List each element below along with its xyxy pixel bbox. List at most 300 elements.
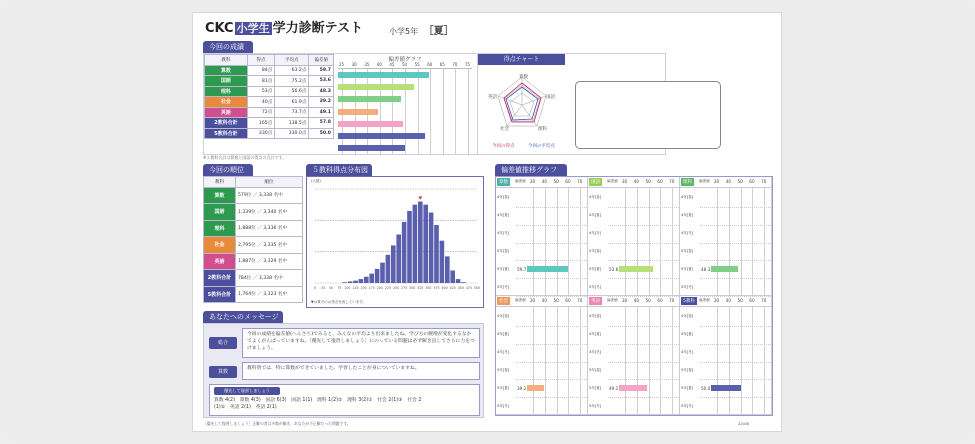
message-general-text: 今回の成績を偏差値(へんさち)でみると、みんなの平均より出来ましたね。学び方の腕増が変化するなかでよくがんばっていますね。［優先して復習しましょう］にのっている問題は必ず解き直してさらに力をつけましょう。: [242, 328, 480, 358]
distribution-chart: [307, 183, 483, 291]
distribution-tick-label: 475: [465, 286, 472, 290]
rank-subject: 社会: [204, 237, 236, 254]
distribution-y-label: (人数): [311, 179, 321, 183]
trend-row-divider: [516, 278, 587, 279]
section-header-trend: 偏差値推移グラフ: [495, 164, 567, 176]
distribution-bar: [342, 282, 347, 283]
score-value: 40点: [247, 97, 275, 108]
trend-row-divider: [608, 397, 679, 398]
distribution-tick-label: 450: [457, 286, 464, 290]
trend-row-divider: [608, 344, 679, 345]
trend-row-label: 4年[冬]: [589, 231, 602, 236]
distribution-bar: [375, 269, 380, 283]
trend-panel-header: [496, 177, 587, 188]
deviation-tick-label: 30: [351, 62, 357, 67]
trend-row-divider: [608, 243, 679, 244]
trend-row-divider: [700, 225, 771, 226]
distribution-tick-label: 175: [368, 286, 375, 290]
rank-value: 2,795位 ／ 3,335 名中: [236, 237, 303, 254]
trend-value: 50.0: [701, 385, 711, 391]
distribution-panel: [306, 176, 484, 308]
trend-panel-header: [588, 177, 679, 188]
trend-tick-label: 70: [761, 298, 767, 303]
score-chart: [477, 54, 565, 154]
trend-row-label: 5年[春]: [497, 367, 510, 372]
deviation-bar: [338, 109, 378, 115]
trend-row-label: 4年[春]: [589, 314, 602, 319]
score-table-header: [205, 55, 334, 66]
score-row: [205, 128, 334, 139]
trend-row-divider: [608, 225, 679, 226]
rank-table-header: [204, 177, 303, 188]
trend-row-divider: [608, 379, 679, 380]
distribution-bar: [434, 225, 439, 283]
trend-tick-label: 50: [737, 298, 743, 303]
deviation-bar: [338, 72, 429, 78]
score-average: 73.7点: [275, 107, 309, 118]
distribution-bar: [386, 255, 391, 283]
trend-panel-subject: [680, 296, 772, 415]
trend-row-label: 5年[冬]: [589, 403, 602, 408]
col-deviation: 偏差値: [309, 55, 334, 66]
rank-row: [204, 187, 303, 204]
rank-value: 1,764位 ／ 3,323 名中: [236, 286, 303, 303]
report-sheet: [192, 12, 782, 432]
trend-row-divider: [700, 260, 771, 261]
trend-row-label: 5年[夏]: [681, 266, 694, 271]
score-value: 165点: [247, 118, 275, 129]
score-table: [204, 54, 334, 139]
trend-tick-label: 60: [565, 179, 571, 184]
trend-row-divider: [516, 260, 587, 261]
trend-row-label: 4年[夏]: [497, 213, 510, 218]
trend-row-label: 4年[春]: [589, 195, 602, 200]
distribution-bar: [359, 279, 364, 283]
deviation-bars: [338, 68, 472, 154]
trend-row-label: 5年[夏]: [497, 266, 510, 271]
deviation-bar: [338, 145, 405, 151]
radar-axis-english: 英語: [488, 95, 497, 100]
trend-tick-label: 50: [553, 298, 559, 303]
deviation-graph-title: 偏差値グラフ: [388, 57, 422, 63]
score-average: 330.0点: [275, 128, 309, 139]
score-deviation: 57.8: [309, 118, 334, 129]
deviation-bar: [338, 84, 414, 90]
distribution-bar: [461, 282, 466, 283]
trend-panel-header: [680, 296, 771, 307]
trend-col-label: 偏差値: [607, 179, 618, 183]
trend-row-divider: [516, 415, 587, 416]
trend-row-divider: [700, 362, 771, 363]
score-value: 72点: [247, 107, 275, 118]
trend-subject-tag: 社会: [499, 299, 508, 304]
trend-tick-label: 40: [725, 298, 732, 303]
rank-value: 1,887位 ／ 3,329 名中: [236, 253, 303, 270]
trend-grid: [496, 177, 772, 415]
deviation-tick-label: 40: [376, 62, 382, 67]
score-value: 84点: [247, 65, 275, 76]
deviation-tick-label: 55: [414, 62, 420, 67]
trend-row-divider: [516, 362, 587, 363]
trend-tick-label: 30: [529, 298, 536, 303]
distribution-bar: [391, 245, 396, 283]
distribution-bar: [364, 277, 369, 283]
score-deviation: 49.1: [309, 107, 334, 118]
distribution-tick-label: 250: [392, 286, 400, 290]
trend-panel-subject: [680, 177, 772, 296]
review-box: [209, 384, 480, 416]
trend-tick-label: 70: [761, 179, 767, 184]
distribution-note: ▼は貴方のお得点を表しています。: [311, 300, 366, 304]
score-average: 56.6点: [275, 86, 309, 97]
trend-row-label: 4年[夏]: [589, 213, 602, 218]
distribution-tick-label: 75: [337, 286, 342, 290]
distribution-tick-label: 275: [401, 286, 408, 290]
col-score: 得点: [247, 55, 275, 66]
trend-row-label: 5年[夏]: [497, 385, 510, 390]
section-header-distribution: ５教科得点分布図: [306, 164, 372, 176]
trend-row-divider: [700, 207, 771, 208]
trend-bar: [619, 385, 647, 391]
grade-label: 小学5年: [389, 27, 419, 36]
deviation-gridline: [380, 69, 381, 154]
distribution-bar: [369, 274, 374, 283]
trend-tick-label: 60: [657, 298, 663, 303]
trend-value: 49.1: [609, 385, 619, 391]
trend-col-label: 偏差値: [515, 298, 526, 302]
trend-row-divider: [700, 379, 771, 380]
score-subject: 理科: [205, 86, 248, 97]
trend-value: 39.2: [517, 385, 527, 391]
trend-row-divider: [700, 278, 771, 279]
message-subject-text: 教科別では、特に算数ができていました。学習したことが身についていますね。: [242, 362, 480, 380]
distribution-tick-label: 300: [409, 286, 416, 290]
trend-value: 59.7: [517, 266, 527, 272]
trend-tick-label: 60: [657, 179, 663, 184]
distribution-tick-label: 375: [433, 286, 440, 290]
score-average: 63.2点: [275, 65, 309, 76]
distribution-marker: [418, 197, 422, 200]
trend-row-label: 4年[冬]: [681, 231, 694, 236]
trend-panel-header: [680, 177, 771, 188]
trend-panel-subject: [496, 296, 588, 415]
score-deviation: 59.7: [309, 65, 334, 76]
col-average: 平均点: [275, 55, 309, 66]
trend-row-label: 5年[夏]: [589, 266, 602, 271]
review-line-1: 算数 4(2) 算数 4(3) 国語 6(3) 国語 1(1) 理科 1(2)② 理科 3(2)① 社会 2(1)③ 社会 2: [214, 398, 422, 403]
trend-row-label: 5年[春]: [681, 248, 694, 253]
radar-axis-japanese: 国語: [546, 95, 555, 100]
trend-row-label: 5年[春]: [589, 248, 602, 253]
radar-axis-science: 理科: [538, 127, 547, 132]
trend-bar: [619, 266, 653, 272]
deviation-bar: [338, 121, 403, 127]
trend-row-label: 5年[春]: [589, 367, 602, 372]
trend-col-label: 偏差値: [515, 179, 526, 183]
trend-subject-tag: 算数: [499, 180, 508, 185]
deviation-gridline: [430, 69, 431, 154]
deviation-gridline: [392, 69, 393, 154]
trend-tick-label: 70: [669, 179, 675, 184]
trend-row-label: 4年[春]: [497, 195, 510, 200]
rank-row: [204, 270, 303, 287]
distribution-bar: [353, 281, 358, 283]
radar-legend-average: 今回の平均点: [528, 144, 555, 149]
footer-code: 22/08: [738, 421, 749, 426]
distribution-bar: [450, 270, 455, 283]
distribution-tick-label: 325: [417, 286, 424, 290]
distribution-bar: [456, 279, 461, 283]
trend-row-divider: [608, 260, 679, 261]
grade-season: [389, 22, 454, 37]
section-header-rank: 今回の順位: [203, 164, 253, 176]
trend-tick-label: 70: [669, 298, 675, 303]
score-chart-title: 得点チャート: [478, 54, 565, 65]
trend-row-divider: [516, 344, 587, 345]
trend-row-label: 4年[夏]: [681, 332, 694, 337]
trend-row-divider: [700, 415, 771, 416]
score-value: 81点: [247, 76, 275, 87]
deviation-gridline: [455, 69, 456, 154]
rank-value: 784位 ／ 3,338 名中: [236, 270, 303, 287]
distribution-tick-label: 125: [352, 286, 359, 290]
distribution-bar: [413, 205, 418, 283]
trend-col-label: 偏差値: [607, 298, 618, 302]
score-subject: 5教科合計: [205, 128, 248, 139]
distribution-bar: [440, 241, 445, 283]
trend-tick-label: 50: [645, 179, 651, 184]
trend-panel-header: [588, 296, 679, 307]
trend-row-label: 5年[夏]: [681, 385, 694, 390]
distribution-bar: [445, 256, 450, 283]
score-row: [205, 107, 334, 118]
trend-row-label: 5年[冬]: [589, 284, 602, 289]
distribution-tick-label: 500: [473, 286, 481, 290]
trend-row-label: 5年[夏]: [589, 385, 602, 390]
deviation-graph: [338, 54, 472, 154]
brand-badge: 小学生: [236, 22, 270, 35]
trend-panel-subject: [588, 296, 680, 415]
trend-tick-label: 30: [621, 179, 628, 184]
trend-tick-label: 30: [621, 298, 628, 303]
trend-row-divider: [608, 278, 679, 279]
trend-tick-label: 30: [713, 298, 720, 303]
rank-subject: 5教科合計: [204, 286, 236, 303]
score-average: 75.2点: [275, 76, 309, 87]
deviation-tick-label: 45: [389, 62, 395, 67]
trend-tick-label: 50: [553, 179, 559, 184]
trend-row-divider: [516, 326, 587, 327]
trend-row-label: 4年[春]: [497, 314, 510, 319]
trend-row-divider: [700, 326, 771, 327]
trend-tick-label: 50: [645, 298, 651, 303]
trend-subject-tag: 理科: [683, 180, 692, 185]
distribution-tick-label: 0: [313, 286, 317, 290]
deviation-tick-label: 60: [427, 62, 433, 67]
radar-axis-math: 算数: [519, 75, 528, 80]
trend-bar: [527, 385, 544, 391]
trend-row-label: 4年[冬]: [497, 231, 510, 236]
deviation-tick-label: 65: [439, 62, 445, 67]
radar-axis-social: 社会: [500, 127, 509, 132]
deviation-bar: [338, 96, 401, 102]
trend-row-label: 5年[冬]: [681, 284, 694, 289]
trend-row-label: 4年[夏]: [681, 213, 694, 218]
trend-tick-label: 60: [565, 298, 571, 303]
rank-row: [204, 237, 303, 254]
score-average: 138.5点: [275, 118, 309, 129]
distribution-tick-label: 350: [425, 286, 432, 290]
trend-subject-tag: 英語: [591, 299, 600, 304]
message-tag-general: 総合: [209, 337, 237, 349]
trend-subject-tag: 5教科: [683, 299, 695, 304]
distribution-tick-label: 100: [344, 286, 351, 290]
trend-tick-label: 40: [541, 179, 548, 184]
trend-row-divider: [700, 344, 771, 345]
score-deviation: 48.3: [309, 86, 334, 97]
score-deviation: 39.2: [309, 97, 334, 108]
name-box: [575, 81, 721, 149]
distribution-bar: [396, 234, 401, 283]
rank-col-rank: 順位: [236, 177, 303, 188]
rank-subject: 2教科合計: [204, 270, 236, 287]
score-average: 61.9点: [275, 97, 309, 108]
trend-tick-label: 40: [541, 298, 548, 303]
message-panel: [203, 323, 484, 418]
rank-subject: 英語: [204, 253, 236, 270]
trend-tick-label: 70: [577, 298, 583, 303]
score-value: 330点: [247, 128, 275, 139]
rank-row: [204, 220, 303, 237]
title-text: 学力診断テスト: [272, 21, 364, 36]
trend-row-divider: [516, 379, 587, 380]
deviation-tick-label: 75: [465, 62, 471, 67]
score-row: [205, 65, 334, 76]
trend-row-divider: [516, 207, 587, 208]
trend-value: 48.3: [701, 266, 711, 272]
score-row: [205, 97, 334, 108]
rank-subject: 算数: [204, 187, 236, 204]
trend-panel-subject: [496, 177, 588, 296]
distribution-tick-label: 425: [449, 286, 456, 290]
message-tag-subject: 算数: [209, 366, 237, 378]
distribution-bar: [423, 205, 428, 283]
rank-subject: 国語: [204, 204, 236, 221]
trend-tick-label: 60: [749, 179, 755, 184]
trend-col-label: 偏差値: [699, 179, 710, 183]
trend-bar: [711, 385, 741, 391]
trend-row-divider: [516, 243, 587, 244]
trend-row-label: 5年[春]: [497, 248, 510, 253]
distribution-bar: [418, 202, 423, 283]
score-subject: 国語: [205, 76, 248, 87]
distribution-tick-label: 400: [441, 286, 448, 290]
trend-tick-label: 50: [737, 179, 743, 184]
col-subject: 教科: [205, 55, 248, 66]
deviation-gridline: [468, 69, 469, 154]
deviation-tick-label: 70: [452, 62, 458, 67]
trend-row-label: 4年[春]: [681, 195, 694, 200]
rank-value: 1,339位 ／ 3,340 名中: [236, 204, 303, 221]
deviation-gridline: [418, 69, 419, 154]
rank-subject: 理科: [204, 220, 236, 237]
trend-row-divider: [608, 362, 679, 363]
trend-bar: [527, 266, 568, 272]
trend-tick-label: 40: [725, 179, 732, 184]
trend-panel: [495, 176, 773, 416]
deviation-tick-label: 50: [402, 62, 408, 67]
trend-row-label: 5年[冬]: [497, 284, 510, 289]
trend-row-label: 4年[冬]: [497, 350, 510, 355]
trend-row-label: 5年[春]: [681, 367, 694, 372]
trend-row-divider: [700, 397, 771, 398]
radar-legend-score: 今回の得点: [492, 144, 515, 149]
trend-panel-header: [496, 296, 587, 307]
score-row: [205, 76, 334, 87]
distribution-bar: [429, 213, 434, 284]
trend-row-divider: [608, 415, 679, 416]
trend-row-label: 5年[冬]: [497, 403, 510, 408]
score-subject: 英語: [205, 107, 248, 118]
score-value: 53点: [247, 86, 275, 97]
trend-value: 53.6: [609, 266, 619, 272]
rank-row: [204, 253, 303, 270]
deviation-tick-label: 35: [364, 62, 370, 67]
distribution-bar: [380, 263, 385, 283]
trend-tick-label: 40: [633, 298, 640, 303]
score-deviation: 50.0: [309, 128, 334, 139]
score-subject: 2教科合計: [205, 118, 248, 129]
review-line-2: (1)② 英語 2(1) 英語 2(1): [214, 405, 277, 410]
score-row: [205, 118, 334, 129]
trend-row-label: 4年[春]: [681, 314, 694, 319]
score-subject: 算数: [205, 65, 248, 76]
trend-tick-label: 40: [633, 179, 640, 184]
rank-value: 579位 ／ 3,338 名中: [236, 187, 303, 204]
deviation-tick-label: 25: [339, 62, 345, 67]
section-header-message: あなたへのメッセージ: [203, 311, 283, 323]
rank-table: [203, 176, 303, 303]
distribution-tick-label: 50: [329, 286, 334, 290]
season-label: ［夏］: [423, 26, 454, 37]
trend-row-label: 4年[冬]: [589, 350, 602, 355]
trend-row-divider: [516, 397, 587, 398]
rank-value: 1,888位 ／ 3,336 名中: [236, 220, 303, 237]
trend-row-divider: [608, 326, 679, 327]
distribution-tick-label: 150: [360, 286, 367, 290]
score-deviation: 53.6: [309, 76, 334, 87]
score-subject: 社会: [205, 97, 248, 108]
footer-note: ［優先して復習しましょう］正解の者は多数が解き、あなたが不正解だった問題です。: [203, 421, 351, 426]
trend-subject-tag: 国語: [591, 180, 600, 185]
report-title: [205, 17, 363, 36]
results-footnote: ※２教科合計は算数と国語の得点の合計です。: [203, 155, 287, 160]
rank-col-subject: 教科: [204, 177, 236, 188]
score-row: [205, 86, 334, 97]
trend-row-label: 4年[冬]: [681, 350, 694, 355]
deviation-gridline: [405, 69, 406, 154]
trend-tick-label: 30: [529, 179, 536, 184]
trend-bar: [711, 266, 738, 272]
distribution-bar: [402, 222, 407, 283]
section-header-results: 今回の成績: [203, 41, 253, 53]
trend-row-divider: [608, 207, 679, 208]
deviation-bar: [338, 133, 425, 139]
trend-col-label: 偏差値: [699, 298, 710, 302]
distribution-tick-label: 25: [321, 286, 326, 290]
distribution-bar: [407, 211, 412, 283]
trend-row-label: 5年[冬]: [681, 403, 694, 408]
